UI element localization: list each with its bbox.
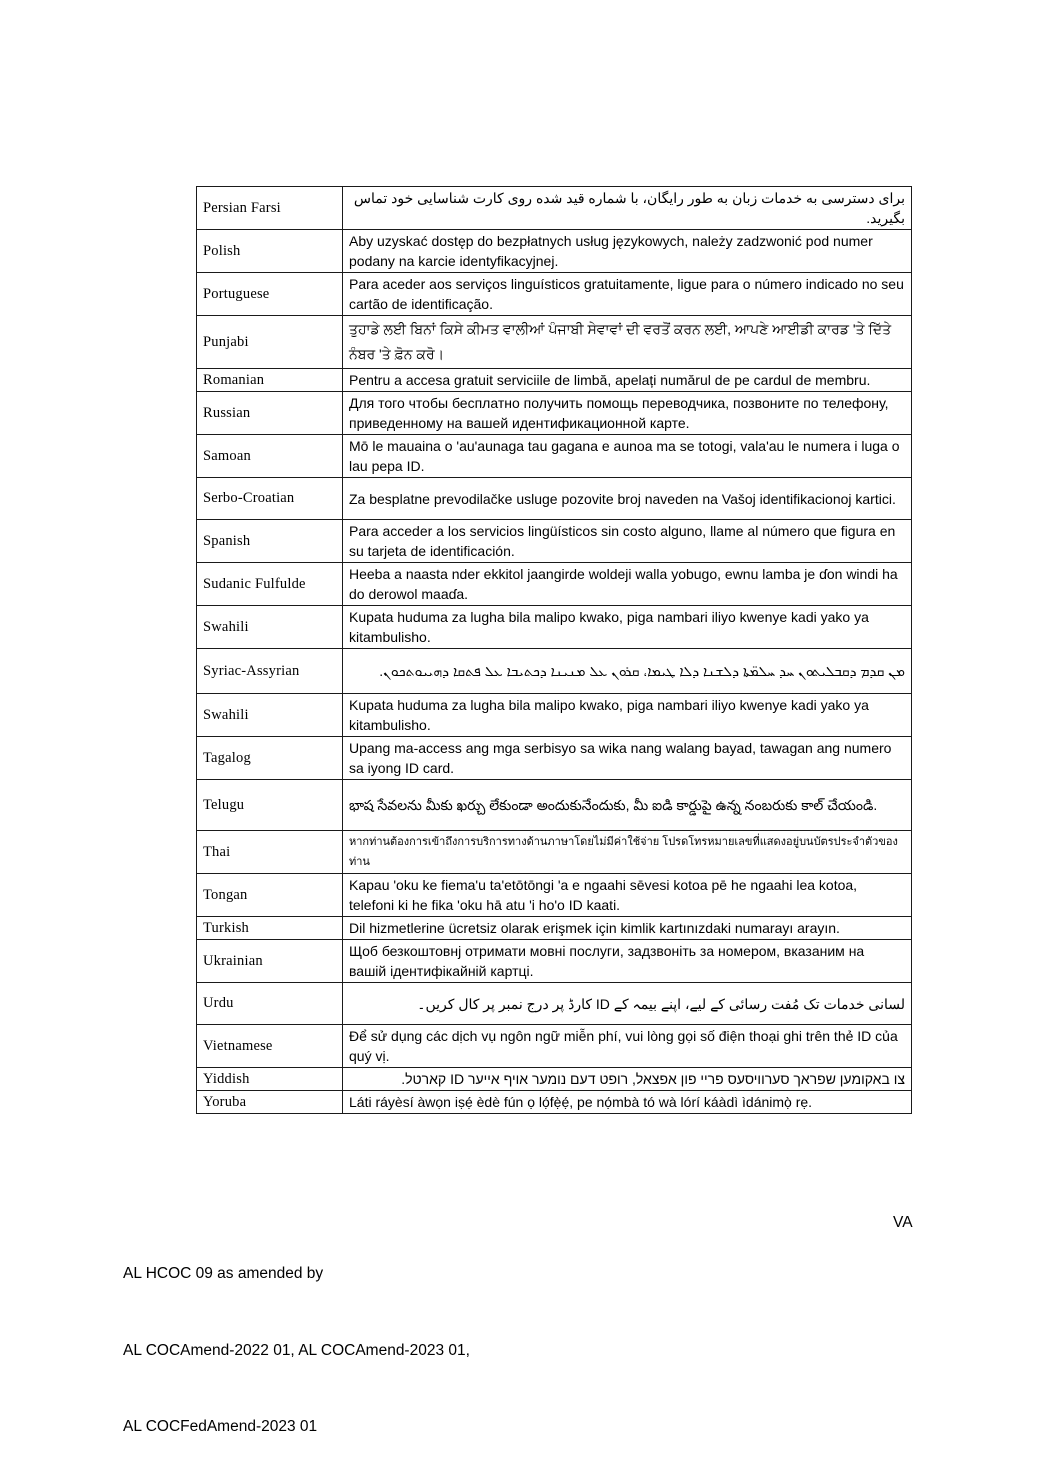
table-row-russian [197,392,912,435]
language-name: Yoruba [197,1091,343,1114]
language-notice-text: برای دسترسی به خدمات زبان به طور رایگان، با شماره قید شده روی کارت شناسایی خود تماس بگیرید. [343,187,912,230]
table-row-tagalog [197,737,912,780]
table-row-samoan [197,435,912,478]
language-name: Russian [197,392,343,435]
table-row-swahili-2 [197,694,912,737]
language-name: Urdu [197,983,343,1025]
language-name: Spanish [197,520,343,563]
document-footer [123,1210,470,1465]
language-name: Romanian [197,369,343,392]
table-row-romanian [197,369,912,392]
language-name: Swahili [197,694,343,737]
language-name: Sudanic Fulfulde [197,563,343,606]
table-row-turkish [197,917,912,940]
table-row-serbo-croatian [197,478,912,520]
language-name: Portuguese [197,273,343,316]
language-notice-text: Щоб безкоштовнj отримати мовні послуги, задзвоніть за номером, вказаним на вашій ідентифікайній картці. [343,940,912,983]
language-notice-text: Для того чтобы бесплатно получить помощь переводчика, позвоните по телефону, приведенному на вашей идентификационной карте. [343,392,912,435]
language-notice-text: Kapau 'oku ke fiema'u ta'etōtōngi 'a e ngaahi sēvesi kotoa pē he ngaahi lea kotoa, telefoni ki he fika 'oku hā atu 'i ho'o ID kaati. [343,874,912,917]
table-row-syriac-assyrian [197,649,912,694]
table-row-yiddish [197,1068,912,1091]
language-notice-text: لسانی خدمات تک مُفت رسائی کے لیے، اپنے بیمہ کے ID کارڈ پر درج نمبر پر کال کریں۔ [343,983,912,1025]
footer-line-2: AL COCAmend-2022 01, AL COCAmend-2023 01, [123,1341,470,1359]
language-notice-text: צו באקומען שפראך סערוויסעס פריי פון אפצאל, רופט דעם נומער אויף אייער ID קארטל. [343,1068,912,1091]
language-name: Syriac-Assyrian [197,649,343,694]
footer-state-code: VA [893,1214,913,1231]
language-name: Polish [197,230,343,273]
language-notice-text: ܡܢ ܩܕܡ ܕܩܒܠܝܬܘܢ ܚܕ ܚܠܡ̈ܬܐ ܕܠܫܢܐ ܕܠܐ ܛܝܡܐ، ܩܪܘܢ ܥܠ ܡܢܝܢܐ ܕܟܬܝܒܐ ܥܠ ܦܬܩܐ ܕܗܝܝܘܬܟܘܢ. [343,649,912,694]
table-row-portuguese [197,273,912,316]
language-notice-text: Pentru a accesa gratuit serviciile de limbă, apelați numărul de pe cardul de membru. [343,369,912,392]
language-name: Turkish [197,917,343,940]
language-notice-text: Para acceder a los servicios lingüísticos sin costo alguno, llame al número que figura en su tarjeta de identificación. [343,520,912,563]
table-row-ukrainian [197,940,912,983]
language-name: Yiddish [197,1068,343,1091]
language-name: Punjabi [197,316,343,369]
table-row-tongan [197,874,912,917]
table-row-sudanic-fulfulde [197,563,912,606]
table-row-yoruba [197,1091,912,1114]
table-row-swahili [197,606,912,649]
table-row-punjabi [197,316,912,369]
table-row-urdu [197,983,912,1025]
language-notice-text: Để sử dụng các dịch vụ ngôn ngữ miễn phí, vui lòng gọi số điện thoại ghi trên thẻ ID của quý vị. [343,1025,912,1068]
table-row-persian-farsi [197,187,912,230]
language-notice-text: Upang ma-access ang mga serbisyo sa wika nang walang bayad, tawagan ang numero sa iyong ID card. [343,737,912,780]
language-notice-text: Za besplatne prevodilačke usluge pozovite broj naveden na Vašoj identifikacionoj kartici. [343,478,912,520]
language-notice-text: భాష సేవలను మీకు ఖర్చు లేకుండా అందుకునేందుకు, మీ ఐడి కార్డుపై ఉన్న నంబరుకు కాల్ చేయండి. [343,780,912,831]
table-row-thai [197,831,912,874]
language-notice-text: Kupata huduma za lugha bila malipo kwako, piga nambari iliyo kwenye kadi yako ya kitambulisho. [343,606,912,649]
language-name: Vietnamese [197,1025,343,1068]
language-notice-text: Dil hizmetlerine ücretsiz olarak erişmek için kimlik kartınızdaki numarayı arayın. [343,917,912,940]
language-notice-text: Para aceder aos serviços linguísticos gratuitamente, ligue para o número indicado no seu cartão de identificação. [343,273,912,316]
language-name: Samoan [197,435,343,478]
table-row-polish [197,230,912,273]
language-services-table [196,186,912,1114]
footer-line-1: AL HCOC 09 as amended by [123,1265,324,1282]
language-notice-text: Láti ráyèsí àwọn iṣẹ́ èdè fún ọ lọ́fẹ̀ẹ́, pe nọ́mbà tó wà lórí káàdì ìdánimọ̀ rẹ. [343,1091,912,1114]
table-row-telugu [197,780,912,831]
language-name: Ukrainian [197,940,343,983]
language-name: Serbo-Croatian [197,478,343,520]
language-name: Swahili [197,606,343,649]
language-notice-text: Heeba a naasta nder ekkitol jaangirde woldeji walla yobugo, ewnu lamba je ɗon windi ha do derowol maaɗa. [343,563,912,606]
language-name: Telugu [197,780,343,831]
footer-line-3: AL COCFedAmend-2023 01 [123,1418,318,1435]
language-notice-text: Aby uzyskać dostęp do bezpłatnych usług językowych, należy zadzwonić pod numer podany na karcie identyfikacyjnej. [343,230,912,273]
language-notice-text: หากท่านต้องการเข้าถึงการบริการทางด้านภาษาโดยไม่มีค่าใช้จ่าย โปรดโทรหมายเลขที่แสดงอยู่บนบัตรประจำตัวของท่าน [343,831,912,874]
language-name: Tongan [197,874,343,917]
language-notice-text: Mō le mauaina o 'au'aunaga tau gagana e aunoa ma se totogi, vala'au le numera i luga o lau pepa ID. [343,435,912,478]
language-name: Thai [197,831,343,874]
language-notice-text: ਤੁਹਾਡੇ ਲਈ ਬਿਨਾਂ ਕਿਸੇ ਕੀਮਤ ਵਾਲੀਆਂ ਪੰਜਾਬੀ ਸੇਵਾਵਾਂ ਦੀ ਵਰਤੋਂ ਕਰਨ ਲਈ, ਆਪਣੇ ਆਈਡੀ ਕਾਰਡ 'ਤੇ ਦਿੱਤੇ ਨੰਬਰ 'ਤੇ ਫ਼ੋਨ ਕਰੋ। [343,316,912,369]
language-name: Tagalog [197,737,343,780]
table-row-spanish [197,520,912,563]
table-row-vietnamese [197,1025,912,1068]
language-notice-text: Kupata huduma za lugha bila malipo kwako, piga nambari iliyo kwenye kadi yako ya kitambulisho. [343,694,912,737]
language-name: Persian Farsi [197,187,343,230]
